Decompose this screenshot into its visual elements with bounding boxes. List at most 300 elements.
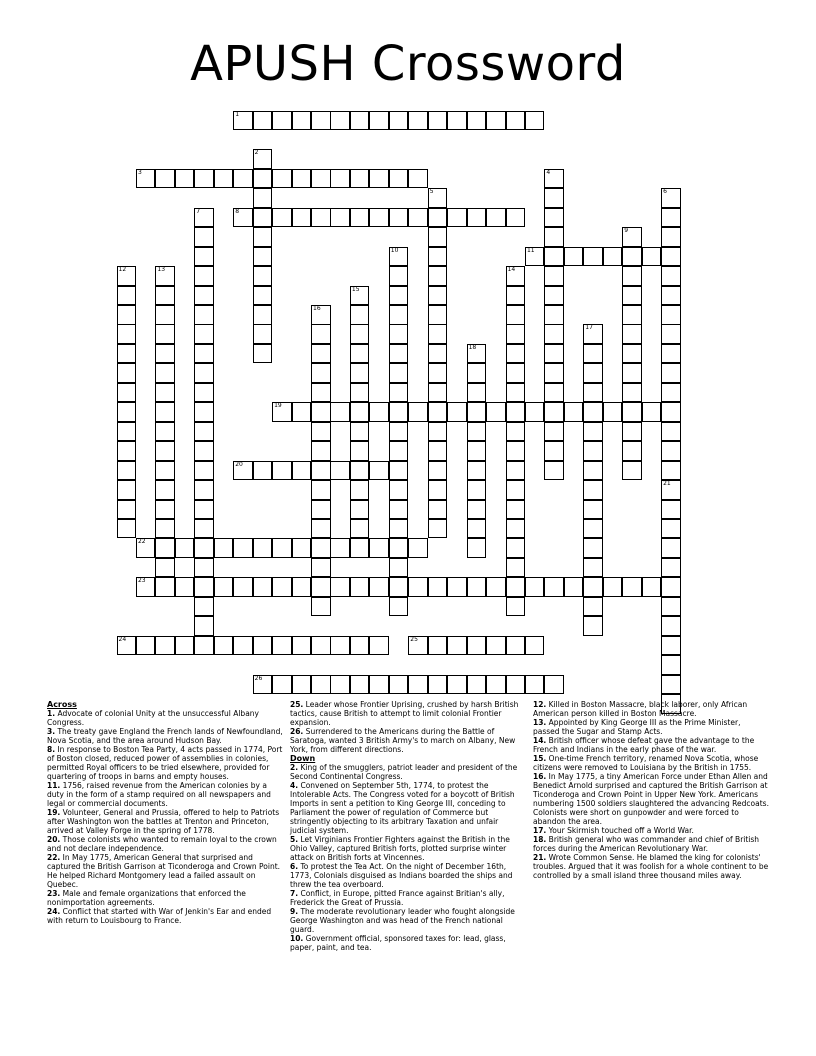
grid-cell[interactable] — [311, 558, 331, 578]
grid-cell[interactable] — [253, 266, 273, 286]
grid-cell[interactable] — [155, 305, 175, 325]
grid-cell[interactable] — [447, 675, 467, 695]
grid-cell[interactable] — [622, 402, 642, 422]
grid-cell[interactable] — [389, 286, 409, 306]
grid-cell[interactable] — [369, 538, 389, 558]
grid-cell[interactable] — [506, 597, 526, 617]
grid-cell[interactable] — [155, 266, 175, 286]
grid-cell[interactable] — [253, 188, 273, 208]
grid-cell[interactable] — [544, 266, 564, 286]
grid-cell[interactable] — [117, 286, 137, 306]
grid-cell[interactable] — [428, 577, 448, 597]
grid-cell[interactable] — [661, 577, 681, 597]
grid-cell[interactable] — [544, 286, 564, 306]
grid-cell[interactable] — [330, 402, 350, 422]
grid-cell[interactable] — [467, 519, 487, 539]
grid-cell[interactable] — [155, 422, 175, 442]
grid-cell[interactable] — [544, 422, 564, 442]
grid-cell[interactable] — [272, 538, 292, 558]
grid-cell[interactable] — [330, 111, 350, 131]
grid-cell[interactable] — [155, 441, 175, 461]
grid-cell[interactable] — [486, 402, 506, 422]
grid-cell[interactable] — [350, 461, 370, 481]
grid-cell[interactable] — [467, 500, 487, 520]
grid-cell[interactable] — [428, 383, 448, 403]
grid-cell[interactable] — [506, 441, 526, 461]
grid-cell[interactable] — [194, 208, 214, 228]
grid-cell[interactable] — [117, 480, 137, 500]
grid-cell[interactable] — [253, 247, 273, 267]
grid-cell[interactable] — [428, 188, 448, 208]
grid-cell[interactable] — [253, 344, 273, 364]
grid-cell[interactable] — [117, 441, 137, 461]
grid-cell[interactable] — [389, 383, 409, 403]
grid-cell[interactable] — [350, 286, 370, 306]
grid-cell[interactable] — [583, 344, 603, 364]
grid-cell[interactable] — [389, 461, 409, 481]
grid-cell[interactable] — [428, 422, 448, 442]
grid-cell[interactable] — [330, 577, 350, 597]
grid-cell[interactable] — [506, 324, 526, 344]
grid-cell[interactable] — [661, 305, 681, 325]
grid-cell[interactable] — [622, 344, 642, 364]
grid-cell[interactable] — [506, 344, 526, 364]
grid-cell[interactable] — [467, 402, 487, 422]
grid-cell[interactable] — [369, 636, 389, 656]
grid-cell[interactable] — [428, 500, 448, 520]
grid-cell[interactable] — [467, 538, 487, 558]
grid-cell[interactable] — [661, 324, 681, 344]
grid-cell[interactable] — [622, 305, 642, 325]
grid-cell[interactable] — [467, 383, 487, 403]
grid-cell[interactable] — [583, 441, 603, 461]
grid-cell[interactable] — [253, 305, 273, 325]
grid-cell[interactable] — [155, 324, 175, 344]
grid-cell[interactable] — [428, 111, 448, 131]
grid-cell[interactable] — [272, 169, 292, 189]
grid-cell[interactable] — [642, 402, 662, 422]
grid-cell[interactable] — [467, 441, 487, 461]
grid-cell[interactable] — [194, 363, 214, 383]
grid-cell[interactable] — [428, 324, 448, 344]
grid-cell[interactable] — [544, 402, 564, 422]
grid-cell[interactable] — [583, 324, 603, 344]
grid-cell[interactable] — [661, 558, 681, 578]
grid-cell[interactable] — [428, 675, 448, 695]
grid-cell[interactable] — [233, 538, 253, 558]
grid-cell[interactable] — [292, 675, 312, 695]
grid-cell[interactable] — [155, 383, 175, 403]
grid-cell[interactable] — [350, 305, 370, 325]
grid-cell[interactable] — [194, 538, 214, 558]
grid-cell[interactable] — [194, 461, 214, 481]
grid-cell[interactable] — [544, 675, 564, 695]
grid-cell[interactable] — [194, 422, 214, 442]
grid-cell[interactable] — [330, 636, 350, 656]
grid-cell[interactable] — [506, 558, 526, 578]
grid-cell[interactable] — [544, 208, 564, 228]
grid-cell[interactable] — [661, 286, 681, 306]
grid-cell[interactable] — [292, 402, 312, 422]
grid-cell[interactable] — [350, 363, 370, 383]
grid-cell[interactable] — [389, 597, 409, 617]
grid-cell[interactable] — [194, 383, 214, 403]
grid-cell[interactable] — [175, 636, 195, 656]
grid-cell[interactable] — [350, 538, 370, 558]
grid-cell[interactable] — [467, 422, 487, 442]
grid-cell[interactable] — [622, 577, 642, 597]
grid-cell[interactable] — [408, 111, 428, 131]
grid-cell[interactable] — [117, 305, 137, 325]
grid-cell[interactable] — [583, 577, 603, 597]
grid-cell[interactable] — [467, 577, 487, 597]
grid-cell[interactable] — [622, 266, 642, 286]
grid-cell[interactable] — [253, 227, 273, 247]
grid-cell[interactable] — [311, 111, 331, 131]
grid-cell[interactable] — [155, 363, 175, 383]
grid-cell[interactable] — [583, 500, 603, 520]
grid-cell[interactable] — [389, 480, 409, 500]
grid-cell[interactable] — [661, 480, 681, 500]
grid-cell[interactable] — [525, 111, 545, 131]
grid-cell[interactable] — [408, 169, 428, 189]
grid-cell[interactable] — [525, 675, 545, 695]
grid-cell[interactable] — [622, 227, 642, 247]
grid-cell[interactable] — [486, 208, 506, 228]
grid-cell[interactable] — [428, 344, 448, 364]
grid-cell[interactable] — [194, 636, 214, 656]
grid-cell[interactable] — [661, 616, 681, 636]
grid-cell[interactable] — [467, 363, 487, 383]
grid-cell[interactable] — [506, 577, 526, 597]
grid-cell[interactable] — [369, 169, 389, 189]
grid-cell[interactable] — [661, 363, 681, 383]
grid-cell[interactable] — [544, 227, 564, 247]
grid-cell[interactable] — [544, 344, 564, 364]
grid-cell[interactable] — [661, 597, 681, 617]
grid-cell[interactable] — [486, 111, 506, 131]
grid-cell[interactable] — [661, 266, 681, 286]
grid-cell[interactable] — [408, 402, 428, 422]
grid-cell[interactable] — [389, 402, 409, 422]
grid-cell[interactable] — [622, 422, 642, 442]
grid-cell[interactable] — [194, 597, 214, 617]
grid-cell[interactable] — [583, 461, 603, 481]
grid-cell[interactable] — [447, 636, 467, 656]
grid-cell[interactable] — [544, 324, 564, 344]
grid-cell[interactable] — [233, 111, 253, 131]
grid-cell[interactable] — [428, 208, 448, 228]
grid-cell[interactable] — [253, 111, 273, 131]
grid-cell[interactable] — [350, 324, 370, 344]
grid-cell[interactable] — [525, 402, 545, 422]
grid-cell[interactable] — [622, 461, 642, 481]
grid-cell[interactable] — [117, 500, 137, 520]
grid-cell[interactable] — [622, 324, 642, 344]
grid-cell[interactable] — [175, 538, 195, 558]
grid-cell[interactable] — [194, 441, 214, 461]
grid-cell[interactable] — [564, 402, 584, 422]
grid-cell[interactable] — [389, 441, 409, 461]
grid-cell[interactable] — [311, 461, 331, 481]
grid-cell[interactable] — [467, 208, 487, 228]
grid-cell[interactable] — [428, 286, 448, 306]
grid-cell[interactable] — [389, 538, 409, 558]
grid-cell[interactable] — [661, 461, 681, 481]
grid-cell[interactable] — [467, 675, 487, 695]
grid-cell[interactable] — [194, 324, 214, 344]
grid-cell[interactable] — [447, 111, 467, 131]
grid-cell[interactable] — [330, 169, 350, 189]
grid-cell[interactable] — [622, 441, 642, 461]
grid-cell[interactable] — [369, 461, 389, 481]
grid-cell[interactable] — [661, 538, 681, 558]
grid-cell[interactable] — [194, 344, 214, 364]
grid-cell[interactable] — [311, 441, 331, 461]
grid-cell[interactable] — [583, 558, 603, 578]
grid-cell[interactable] — [350, 519, 370, 539]
grid-cell[interactable] — [272, 675, 292, 695]
grid-cell[interactable] — [350, 111, 370, 131]
grid-cell[interactable] — [194, 286, 214, 306]
grid-cell[interactable] — [506, 675, 526, 695]
grid-cell[interactable] — [350, 577, 370, 597]
grid-cell[interactable] — [603, 577, 623, 597]
grid-cell[interactable] — [408, 208, 428, 228]
grid-cell[interactable] — [117, 519, 137, 539]
grid-cell[interactable] — [155, 577, 175, 597]
grid-cell[interactable] — [467, 344, 487, 364]
grid-cell[interactable] — [389, 208, 409, 228]
grid-cell[interactable] — [583, 422, 603, 442]
grid-cell[interactable] — [311, 344, 331, 364]
grid-cell[interactable] — [253, 169, 273, 189]
grid-cell[interactable] — [506, 538, 526, 558]
grid-cell[interactable] — [292, 577, 312, 597]
grid-cell[interactable] — [447, 577, 467, 597]
grid-cell[interactable] — [136, 577, 156, 597]
grid-cell[interactable] — [155, 461, 175, 481]
grid-cell[interactable] — [428, 363, 448, 383]
grid-cell[interactable] — [350, 208, 370, 228]
grid-cell[interactable] — [506, 480, 526, 500]
grid-cell[interactable] — [350, 402, 370, 422]
grid-cell[interactable] — [253, 461, 273, 481]
grid-cell[interactable] — [155, 558, 175, 578]
grid-cell[interactable] — [447, 402, 467, 422]
grid-cell[interactable] — [253, 675, 273, 695]
grid-cell[interactable] — [253, 286, 273, 306]
grid-cell[interactable] — [661, 344, 681, 364]
grid-cell[interactable] — [389, 500, 409, 520]
grid-cell[interactable] — [155, 169, 175, 189]
grid-cell[interactable] — [233, 461, 253, 481]
grid-cell[interactable] — [155, 500, 175, 520]
grid-cell[interactable] — [642, 247, 662, 267]
grid-cell[interactable] — [544, 577, 564, 597]
grid-cell[interactable] — [506, 402, 526, 422]
grid-cell[interactable] — [194, 305, 214, 325]
grid-cell[interactable] — [214, 577, 234, 597]
grid-cell[interactable] — [117, 344, 137, 364]
grid-cell[interactable] — [194, 480, 214, 500]
grid-cell[interactable] — [194, 169, 214, 189]
grid-cell[interactable] — [311, 538, 331, 558]
grid-cell[interactable] — [350, 441, 370, 461]
grid-cell[interactable] — [389, 111, 409, 131]
grid-cell[interactable] — [428, 266, 448, 286]
grid-cell[interactable] — [155, 519, 175, 539]
grid-cell[interactable] — [311, 363, 331, 383]
grid-cell[interactable] — [311, 675, 331, 695]
grid-cell[interactable] — [155, 480, 175, 500]
grid-cell[interactable] — [389, 305, 409, 325]
grid-cell[interactable] — [506, 305, 526, 325]
grid-cell[interactable] — [583, 402, 603, 422]
grid-cell[interactable] — [661, 441, 681, 461]
grid-cell[interactable] — [253, 538, 273, 558]
grid-cell[interactable] — [272, 636, 292, 656]
grid-cell[interactable] — [350, 422, 370, 442]
grid-cell[interactable] — [389, 363, 409, 383]
grid-cell[interactable] — [330, 461, 350, 481]
grid-cell[interactable] — [389, 422, 409, 442]
grid-cell[interactable] — [506, 500, 526, 520]
grid-cell[interactable] — [117, 402, 137, 422]
grid-cell[interactable] — [622, 286, 642, 306]
grid-cell[interactable] — [253, 149, 273, 169]
grid-cell[interactable] — [194, 266, 214, 286]
grid-cell[interactable] — [428, 305, 448, 325]
grid-cell[interactable] — [330, 538, 350, 558]
grid-cell[interactable] — [506, 111, 526, 131]
grid-cell[interactable] — [389, 169, 409, 189]
grid-cell[interactable] — [311, 597, 331, 617]
grid-cell[interactable] — [175, 577, 195, 597]
grid-cell[interactable] — [447, 208, 467, 228]
grid-cell[interactable] — [564, 577, 584, 597]
grid-cell[interactable] — [428, 227, 448, 247]
grid-cell[interactable] — [389, 577, 409, 597]
grid-cell[interactable] — [544, 169, 564, 189]
grid-cell[interactable] — [214, 636, 234, 656]
grid-cell[interactable] — [506, 208, 526, 228]
grid-cell[interactable] — [214, 169, 234, 189]
grid-cell[interactable] — [117, 461, 137, 481]
grid-cell[interactable] — [544, 363, 564, 383]
grid-cell[interactable] — [272, 461, 292, 481]
grid-cell[interactable] — [428, 441, 448, 461]
grid-cell[interactable] — [194, 500, 214, 520]
grid-cell[interactable] — [408, 675, 428, 695]
grid-cell[interactable] — [544, 383, 564, 403]
grid-cell[interactable] — [525, 636, 545, 656]
grid-cell[interactable] — [389, 247, 409, 267]
grid-cell[interactable] — [467, 636, 487, 656]
grid-cell[interactable] — [117, 422, 137, 442]
grid-cell[interactable] — [389, 344, 409, 364]
grid-cell[interactable] — [233, 208, 253, 228]
grid-cell[interactable] — [155, 402, 175, 422]
grid-cell[interactable] — [292, 111, 312, 131]
grid-cell[interactable] — [350, 383, 370, 403]
grid-cell[interactable] — [369, 577, 389, 597]
grid-cell[interactable] — [622, 363, 642, 383]
grid-cell[interactable] — [408, 636, 428, 656]
grid-cell[interactable] — [136, 636, 156, 656]
grid-cell[interactable] — [350, 169, 370, 189]
grid-cell[interactable] — [544, 305, 564, 325]
grid-cell[interactable] — [544, 441, 564, 461]
grid-cell[interactable] — [136, 538, 156, 558]
grid-cell[interactable] — [311, 324, 331, 344]
grid-cell[interactable] — [583, 363, 603, 383]
grid-cell[interactable] — [117, 383, 137, 403]
grid-cell[interactable] — [583, 616, 603, 636]
grid-cell[interactable] — [506, 422, 526, 442]
grid-cell[interactable] — [350, 675, 370, 695]
grid-cell[interactable] — [661, 655, 681, 675]
grid-cell[interactable] — [194, 577, 214, 597]
grid-cell[interactable] — [603, 247, 623, 267]
grid-cell[interactable] — [253, 208, 273, 228]
grid-cell[interactable] — [233, 169, 253, 189]
grid-cell[interactable] — [253, 577, 273, 597]
grid-cell[interactable] — [583, 480, 603, 500]
grid-cell[interactable] — [292, 636, 312, 656]
grid-cell[interactable] — [117, 324, 137, 344]
grid-cell[interactable] — [350, 480, 370, 500]
grid-cell[interactable] — [583, 247, 603, 267]
grid-cell[interactable] — [661, 636, 681, 656]
grid-cell[interactable] — [408, 577, 428, 597]
grid-cell[interactable] — [311, 636, 331, 656]
grid-cell[interactable] — [369, 208, 389, 228]
grid-cell[interactable] — [428, 247, 448, 267]
grid-cell[interactable] — [194, 558, 214, 578]
grid-cell[interactable] — [233, 577, 253, 597]
grid-cell[interactable] — [506, 461, 526, 481]
grid-cell[interactable] — [253, 324, 273, 344]
grid-cell[interactable] — [506, 519, 526, 539]
grid-cell[interactable] — [136, 169, 156, 189]
grid-cell[interactable] — [467, 461, 487, 481]
grid-cell[interactable] — [544, 461, 564, 481]
grid-cell[interactable] — [330, 208, 350, 228]
grid-cell[interactable] — [194, 227, 214, 247]
grid-cell[interactable] — [350, 636, 370, 656]
grid-cell[interactable] — [506, 266, 526, 286]
grid-cell[interactable] — [272, 111, 292, 131]
grid-cell[interactable] — [506, 286, 526, 306]
grid-cell[interactable] — [155, 538, 175, 558]
grid-cell[interactable] — [389, 558, 409, 578]
grid-cell[interactable] — [583, 538, 603, 558]
grid-cell[interactable] — [583, 519, 603, 539]
grid-cell[interactable] — [525, 247, 545, 267]
grid-cell[interactable] — [564, 247, 584, 267]
grid-cell[interactable] — [661, 675, 681, 695]
grid-cell[interactable] — [525, 577, 545, 597]
grid-cell[interactable] — [428, 519, 448, 539]
grid-cell[interactable] — [583, 597, 603, 617]
grid-cell[interactable] — [389, 675, 409, 695]
grid-cell[interactable] — [506, 636, 526, 656]
grid-cell[interactable] — [194, 247, 214, 267]
grid-cell[interactable] — [272, 208, 292, 228]
grid-cell[interactable] — [350, 500, 370, 520]
grid-cell[interactable] — [661, 383, 681, 403]
